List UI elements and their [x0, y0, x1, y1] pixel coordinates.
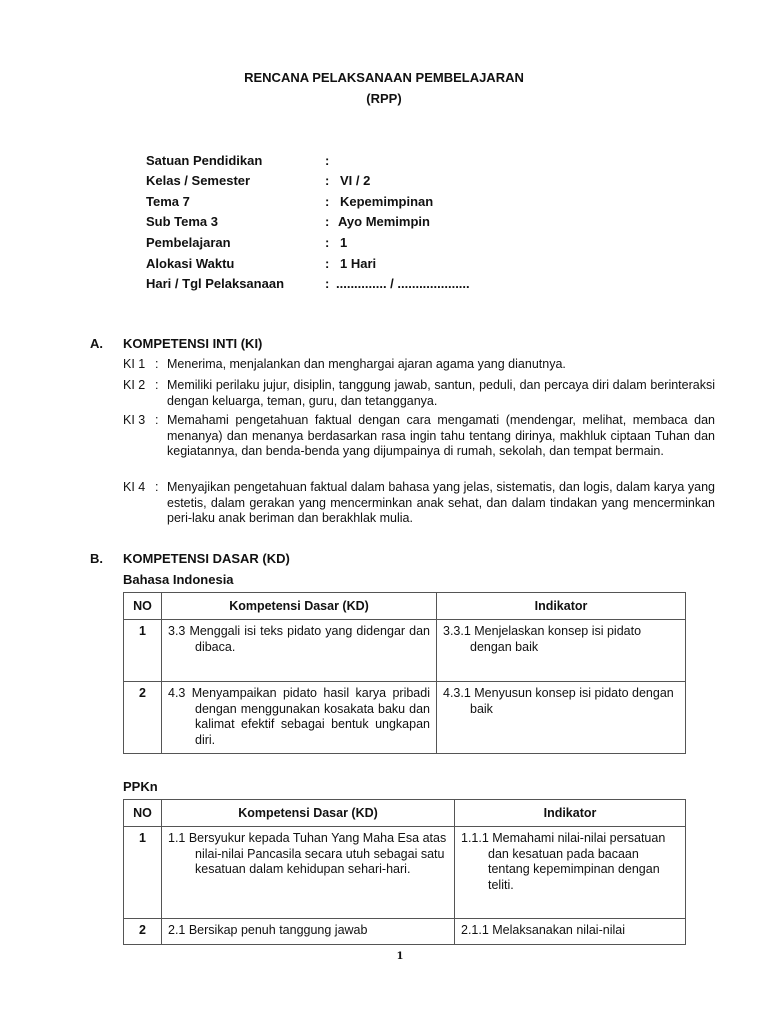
row-indikator: 2.1.1 Melaksanakan nilai-nilai	[461, 923, 625, 937]
identity-label: Hari / Tgl Pelaksanaan	[146, 276, 285, 291]
identity-colon: :	[325, 235, 330, 250]
identity-colon: :	[325, 276, 330, 291]
ki-label: KI 2	[123, 378, 146, 392]
row-kd-cell	[162, 620, 437, 682]
identity-value: Ayo Memimpin	[338, 214, 430, 229]
identity-label: Sub Tema 3	[146, 214, 219, 229]
header-kd: Kompetensi Dasar (KD)	[162, 593, 437, 620]
table-row	[124, 682, 686, 754]
ki-label: KI 1	[123, 357, 146, 371]
row-no: 2	[124, 919, 162, 945]
identity-label: Pembelajaran	[146, 235, 231, 250]
kd-table-ppkn	[123, 799, 686, 945]
document-title: RENCANA PELAKSANAAN PEMBELAJARAN	[244, 70, 524, 85]
page-number: 1	[396, 951, 404, 962]
identity-label: Satuan Pendidikan	[146, 153, 263, 168]
identity-value: .............. / ....................	[336, 276, 470, 291]
header-indikator: Indikator	[437, 593, 686, 620]
row-kd-cell	[162, 919, 455, 945]
section-b-title: KOMPETENSI DASAR (KD)	[123, 551, 290, 566]
section-b-letter: B.	[90, 551, 103, 566]
row-ind-cell	[437, 682, 686, 754]
row-no: 1	[124, 827, 162, 919]
header-kd: Kompetensi Dasar (KD)	[162, 800, 455, 827]
identity-colon: :	[325, 194, 330, 209]
table-header-row	[124, 593, 686, 620]
header-no: NO	[124, 593, 162, 620]
row-kd: 4.3 Menyampaikan pidato hasil karya pribadi dengan menggunakan kosakata baku dan kalimat efektif sebagai bentuk ungkapan diri.	[168, 686, 430, 747]
ki-separator: :	[155, 480, 159, 494]
section-a-letter: A.	[90, 336, 103, 351]
ki-text: Memiliki perilaku jujur, disiplin, tanggung jawab, santun, peduli, dan percaya diri dalam berinteraksi dengan keluarga, teman, guru, dan tetangganya.	[167, 378, 715, 408]
identity-colon: :	[325, 256, 330, 271]
ki-separator: :	[155, 413, 159, 427]
row-ind-cell	[455, 827, 686, 919]
identity-value: Kepemimpinan	[340, 194, 434, 209]
identity-label: Alokasi Waktu	[146, 256, 235, 271]
identity-label: Tema 7	[146, 194, 190, 209]
row-kd-cell	[162, 682, 437, 754]
ki-label: KI 3	[123, 413, 146, 427]
subject-heading-bahasa: Bahasa Indonesia	[123, 572, 234, 587]
kd-table-bahasa	[123, 592, 686, 754]
table-row	[124, 827, 686, 919]
identity-value: VI / 2	[340, 173, 371, 188]
identity-value: 1	[340, 235, 348, 250]
row-indikator: 4.3.1 Menyusun konsep isi pidato dengan baik	[443, 686, 674, 716]
ki-text: Menerima, menjalankan dan menghargai ajaran agama yang dianutnya.	[167, 357, 566, 371]
ki-separator: :	[155, 357, 159, 371]
row-no: 1	[124, 620, 162, 682]
identity-colon: :	[325, 153, 330, 168]
identity-colon: :	[325, 214, 330, 229]
document-subtitle: (RPP)	[366, 91, 402, 106]
row-kd: 2.1 Bersikap penuh tanggung jawab	[168, 923, 368, 937]
row-kd-cell	[162, 827, 455, 919]
row-kd: 1.1 Bersyukur kepada Tuhan Yang Maha Esa atas nilai-nilai Pancasila secara utuh sebagai satu kesatuan dalam kehidupan sehari-hari.	[168, 831, 447, 876]
row-indikator: 3.3.1 Menjelaskan konsep isi pidato dengan baik	[443, 624, 642, 654]
identity-value: 1 Hari	[340, 256, 377, 271]
table-header-row	[124, 800, 686, 827]
subject-heading-ppkn: PPKn	[123, 779, 158, 794]
ki-label: KI 4	[123, 480, 146, 494]
row-ind-cell	[437, 620, 686, 682]
row-ind-cell	[455, 919, 686, 945]
ki-text: Memahami pengetahuan faktual dengan cara mengamati (mendengar, melihat, membaca dan menanya) dan menanya berdasarkan rasa ingin tahu tentang dirinya, makhluk ciptaan Tuhan dan kegiatannya, dan benda-benda yang dijumpainya di rumah, sekolah, dan tempat bermain.	[167, 413, 715, 458]
row-kd: 3.3 Menggali isi teks pidato yang didengar dan dibaca.	[168, 624, 430, 654]
table-row	[124, 620, 686, 682]
header-indikator: Indikator	[455, 800, 686, 827]
identity-colon: :	[325, 173, 330, 188]
ki-separator: :	[155, 378, 159, 392]
table-row	[124, 919, 686, 945]
section-a-title: KOMPETENSI INTI (KI)	[123, 336, 263, 351]
ki-text: Menyajikan pengetahuan faktual dalam bahasa yang jelas, sistematis, dan logis, dalam karya yang estetis, dalam gerakan yang mencerminkan anak sehat, dan dalam tindakan yang mencerminkan peri-laku anak beriman dan berakhlak mulia.	[167, 480, 715, 525]
identity-label: Kelas / Semester	[146, 173, 251, 188]
row-indikator: 1.1.1 Memahami nilai-nilai persatuan dan kesatuan pada bacaan tentang kepemimpinan dengan teliti.	[461, 831, 666, 892]
row-no: 2	[124, 682, 162, 754]
header-no: NO	[124, 800, 162, 827]
